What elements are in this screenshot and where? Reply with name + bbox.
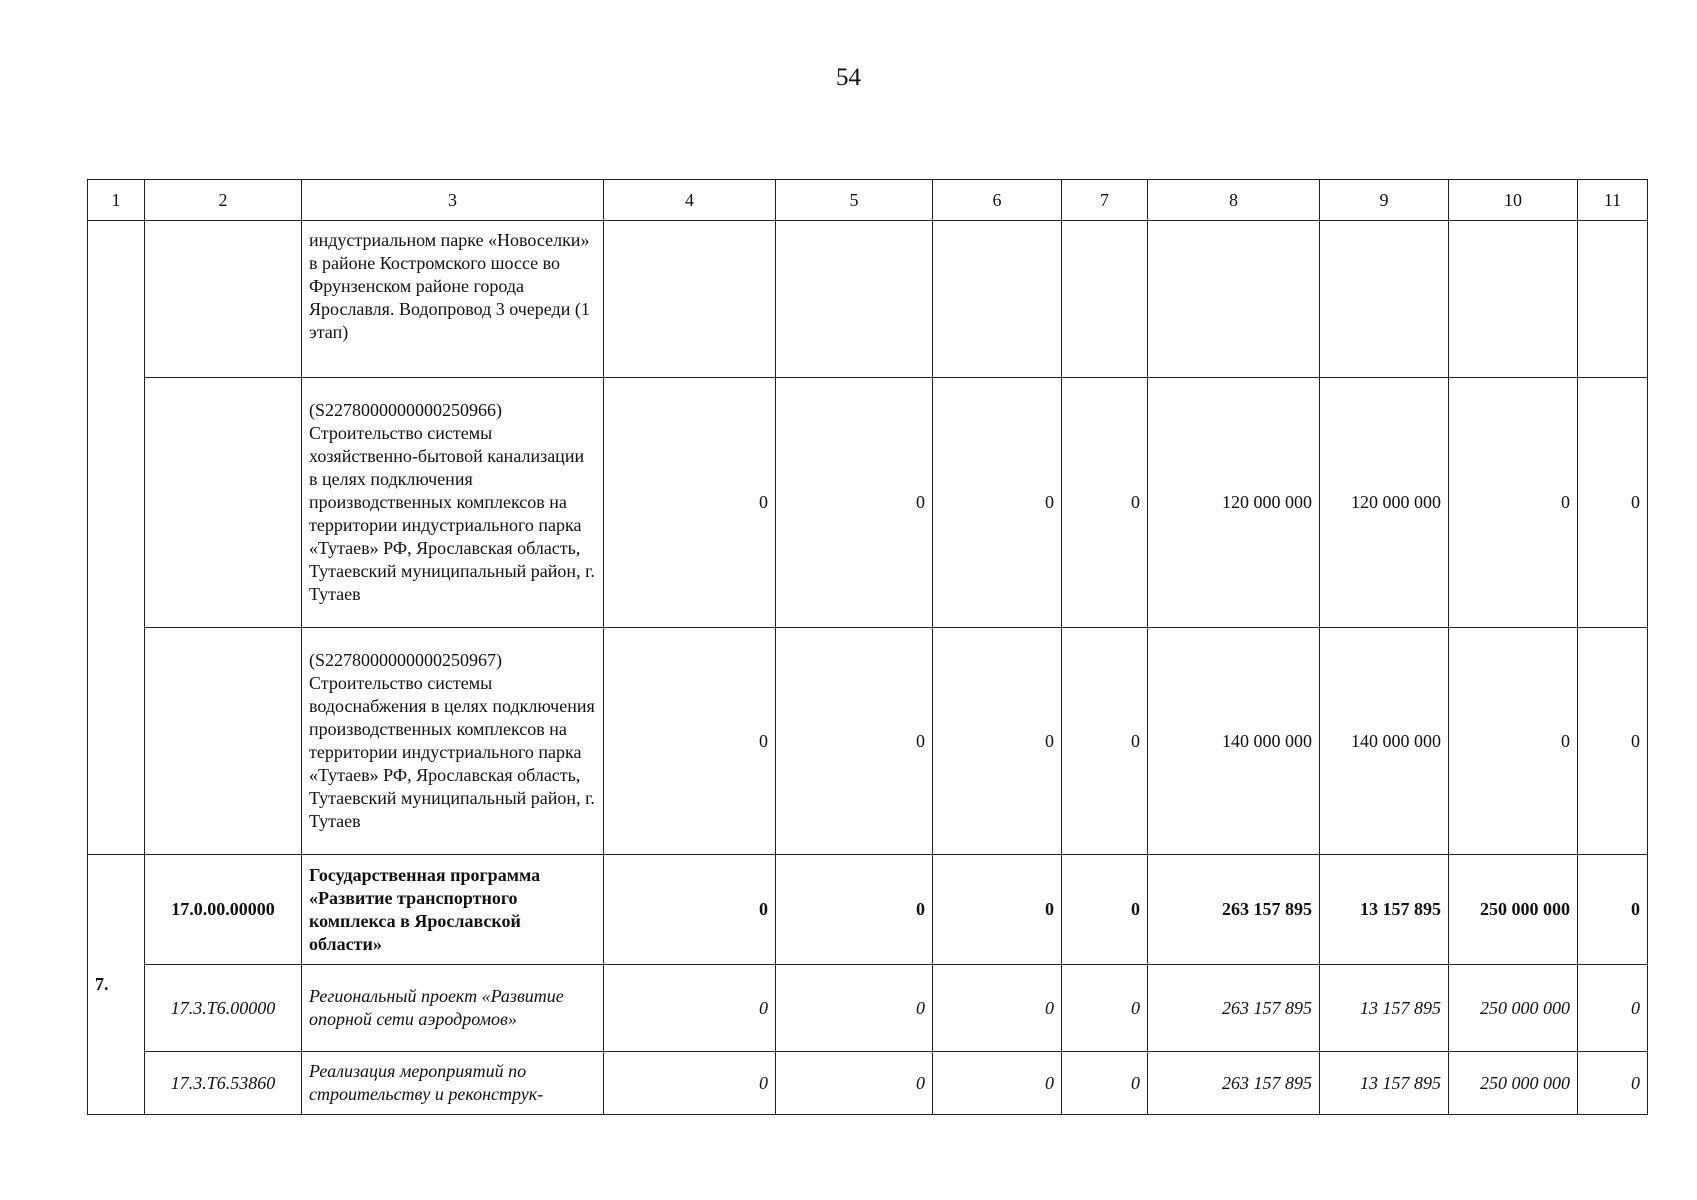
value-cell: 263 157 895 bbox=[1148, 965, 1320, 1052]
value-cell: 263 157 895 bbox=[1148, 855, 1320, 965]
value-cell: 120 000 000 bbox=[1148, 378, 1320, 628]
value-cell: 0 bbox=[1578, 628, 1648, 855]
column-header: 8 bbox=[1148, 180, 1320, 221]
value-cell: 0 bbox=[933, 965, 1062, 1052]
column-header: 10 bbox=[1449, 180, 1578, 221]
column-header: 2 bbox=[145, 180, 302, 221]
value-cell: 0 bbox=[933, 628, 1062, 855]
value-cell: 0 bbox=[604, 965, 776, 1052]
row-code-cell: 17.0.00.00000 bbox=[145, 855, 302, 965]
value-cell bbox=[933, 221, 1062, 378]
row-name-cell: индустриальном парке «Новоселки» в районе Костромского шоссе во Фрунзенском районе города Ярославля. Водопровод 3 очереди (1 этап) bbox=[302, 221, 604, 378]
value-cell: 120 000 000 bbox=[1320, 378, 1449, 628]
value-cell: 0 bbox=[1578, 965, 1648, 1052]
value-cell: 13 157 895 bbox=[1320, 965, 1449, 1052]
column-header: 4 bbox=[604, 180, 776, 221]
value-cell: 0 bbox=[776, 1052, 933, 1115]
value-cell: 0 bbox=[604, 1052, 776, 1115]
table-row bbox=[88, 221, 1648, 378]
row-index-cell: 7. bbox=[88, 855, 145, 1115]
value-cell: 13 157 895 bbox=[1320, 1052, 1449, 1115]
value-cell: 0 bbox=[1578, 378, 1648, 628]
row-name-cell: Региональный проект «Развитие опорной сети аэродромов» bbox=[302, 965, 604, 1052]
row-code-cell: 17.3.Т6.53860 bbox=[145, 1052, 302, 1115]
value-cell bbox=[604, 221, 776, 378]
row-code-cell bbox=[145, 378, 302, 628]
value-cell: 0 bbox=[1062, 965, 1148, 1052]
row-index-cell bbox=[88, 221, 145, 855]
table-row bbox=[88, 628, 1648, 855]
value-cell: 0 bbox=[933, 855, 1062, 965]
value-cell: 0 bbox=[776, 378, 933, 628]
row-name-cell: (S2278000000000250966) Строительство системы хозяйственно-бытовой канализации в целях подключения производственных комплексов на территории индустриального парка «Тутаев» РФ, Ярославская область, Тутаевский муниципальный район, г. Тутаев bbox=[302, 378, 604, 628]
value-cell bbox=[1320, 221, 1449, 378]
row-code-cell bbox=[145, 628, 302, 855]
value-cell bbox=[1449, 221, 1578, 378]
table-row bbox=[88, 965, 1648, 1052]
value-cell: 0 bbox=[1449, 628, 1578, 855]
table-row bbox=[88, 1052, 1648, 1115]
value-cell: 13 157 895 bbox=[1320, 855, 1449, 965]
value-cell bbox=[1062, 221, 1148, 378]
row-code-cell: 17.3.Т6.00000 bbox=[145, 965, 302, 1052]
budget-table bbox=[87, 179, 1648, 1115]
column-header: 3 bbox=[302, 180, 604, 221]
value-cell: 0 bbox=[776, 965, 933, 1052]
value-cell bbox=[776, 221, 933, 378]
row-name-cell: Реализация мероприятий по строительству и реконструк- bbox=[302, 1052, 604, 1115]
column-header: 5 bbox=[776, 180, 933, 221]
column-header: 9 bbox=[1320, 180, 1449, 221]
column-header: 7 bbox=[1062, 180, 1148, 221]
value-cell: 0 bbox=[604, 378, 776, 628]
row-code-cell bbox=[145, 221, 302, 378]
value-cell: 0 bbox=[604, 628, 776, 855]
value-cell: 140 000 000 bbox=[1320, 628, 1449, 855]
value-cell bbox=[1578, 221, 1648, 378]
table-row bbox=[88, 378, 1648, 628]
table-row bbox=[88, 855, 1648, 965]
value-cell: 0 bbox=[1578, 855, 1648, 965]
value-cell: 0 bbox=[1062, 628, 1148, 855]
value-cell: 0 bbox=[1449, 378, 1578, 628]
value-cell: 250 000 000 bbox=[1449, 965, 1578, 1052]
column-header: 11 bbox=[1578, 180, 1648, 221]
table-header-row bbox=[88, 180, 1648, 221]
page-number: 54 bbox=[836, 64, 861, 91]
value-cell: 0 bbox=[776, 855, 933, 965]
value-cell: 0 bbox=[933, 378, 1062, 628]
column-header: 1 bbox=[88, 180, 145, 221]
row-name-cell: (S2278000000000250967) Строительство системы водоснабжения в целях подключения производственных комплексов на территории индустриального парка «Тутаев» РФ, Ярославская область, Тутаевский муниципальный район, г. Тутаев bbox=[302, 628, 604, 855]
value-cell: 0 bbox=[776, 628, 933, 855]
value-cell: 0 bbox=[604, 855, 776, 965]
value-cell: 263 157 895 bbox=[1148, 1052, 1320, 1115]
value-cell: 0 bbox=[1062, 378, 1148, 628]
row-name-cell: Государственная программа «Развитие транспортного комплекса в Ярославской области» bbox=[302, 855, 604, 965]
value-cell: 0 bbox=[1062, 855, 1148, 965]
value-cell: 0 bbox=[933, 1052, 1062, 1115]
value-cell: 250 000 000 bbox=[1449, 855, 1578, 965]
value-cell bbox=[1148, 221, 1320, 378]
value-cell: 0 bbox=[1062, 1052, 1148, 1115]
value-cell: 140 000 000 bbox=[1148, 628, 1320, 855]
value-cell: 0 bbox=[1578, 1052, 1648, 1115]
value-cell: 250 000 000 bbox=[1449, 1052, 1578, 1115]
column-header: 6 bbox=[933, 180, 1062, 221]
